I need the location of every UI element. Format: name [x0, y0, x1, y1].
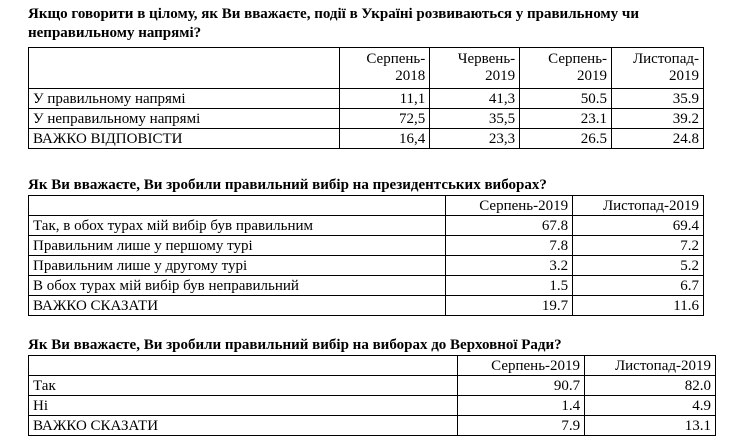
cell-value: 16,4: [340, 129, 430, 149]
cell-value: 5.2: [573, 256, 704, 276]
cell-value: 7.9: [458, 416, 585, 436]
table-2-header-row: [29, 196, 704, 216]
row-label: У правильному напрямі: [29, 89, 340, 109]
cell-value: 4.9: [585, 396, 716, 416]
table-1-header-col: Серпень- 2019: [520, 48, 612, 89]
cell-value: 72,5: [340, 109, 430, 129]
question-3: Як Ви вважаєте, Ви зробили правильний вибір на виборах до Верховної Ради?: [28, 337, 562, 353]
cell-value: 24.8: [612, 129, 704, 149]
cell-value: 82.0: [585, 376, 716, 396]
row-label: ВАЖКО СКАЗАТИ: [29, 296, 446, 316]
cell-value: 26.5: [520, 129, 612, 149]
table-3-header-row: [29, 356, 716, 376]
cell-value: 19.7: [446, 296, 573, 316]
table-2-header-col: Листопад-2019: [573, 196, 704, 216]
question-1: [28, 5, 639, 43]
cell-value: 11.6: [573, 296, 704, 316]
question-1-line1: Якщо говорити в цілому, як Ви вважаєте, події в Україні розвиваються у правильному чи: [28, 6, 639, 22]
table-row: [29, 396, 716, 416]
cell-value: 7.8: [446, 236, 573, 256]
table-1-header-col: Червень- 2019: [430, 48, 520, 89]
cell-value: 39.2: [612, 109, 704, 129]
cell-value: 35,5: [430, 109, 520, 129]
table-3-header-col: Серпень-2019: [458, 356, 585, 376]
table-3: [28, 355, 716, 436]
cell-value: 41,3: [430, 89, 520, 109]
table-row: [29, 216, 704, 236]
table-row: [29, 89, 704, 109]
cell-value: 50.5: [520, 89, 612, 109]
row-label: У неправильному напрямі: [29, 109, 340, 129]
table-2-header-empty: [29, 196, 446, 216]
table-2-header-col: Серпень-2019: [446, 196, 573, 216]
row-label: В обох турах мій вибір був неправильний: [29, 276, 446, 296]
table-row: [29, 416, 716, 436]
table-1-header-col: Серпень- 2018: [340, 48, 430, 89]
table-row: [29, 376, 716, 396]
row-label: ВАЖКО ВІДПОВІСТИ: [29, 129, 340, 149]
cell-value: 23,3: [430, 129, 520, 149]
table-row: [29, 276, 704, 296]
table-row: [29, 256, 704, 276]
row-label: Так: [29, 376, 458, 396]
cell-value: 35.9: [612, 89, 704, 109]
cell-value: 3.2: [446, 256, 573, 276]
table-row: [29, 236, 704, 256]
table-1: [28, 47, 704, 149]
table-3-header-empty: [29, 356, 458, 376]
cell-value: 1.4: [458, 396, 585, 416]
cell-value: 69.4: [573, 216, 704, 236]
question-2: Як Ви вважаєте, Ви зробили правильний вибір на президентських виборах?: [28, 177, 547, 193]
row-label: Ні: [29, 396, 458, 416]
cell-value: 23.1: [520, 109, 612, 129]
cell-value: 13.1: [585, 416, 716, 436]
table-1-header-row: [29, 48, 704, 89]
table-2: [28, 195, 704, 316]
cell-value: 7.2: [573, 236, 704, 256]
table-1-header-col: Листопад- 2019: [612, 48, 704, 89]
table-3-header-col: Листопад-2019: [585, 356, 716, 376]
row-label: ВАЖКО СКАЗАТИ: [29, 416, 458, 436]
table-1-header-empty: [29, 48, 340, 89]
cell-value: 1.5: [446, 276, 573, 296]
table-row: [29, 129, 704, 149]
cell-value: 67.8: [446, 216, 573, 236]
row-label: Так, в обох турах мій вибір був правильним: [29, 216, 446, 236]
cell-value: 6.7: [573, 276, 704, 296]
table-row: [29, 296, 704, 316]
row-label: Правильним лише у першому турі: [29, 236, 446, 256]
table-row: [29, 109, 704, 129]
cell-value: 90.7: [458, 376, 585, 396]
cell-value: 11,1: [340, 89, 430, 109]
row-label: Правильним лише у другому турі: [29, 256, 446, 276]
question-1-line2: неправильному напрямі?: [28, 25, 202, 41]
